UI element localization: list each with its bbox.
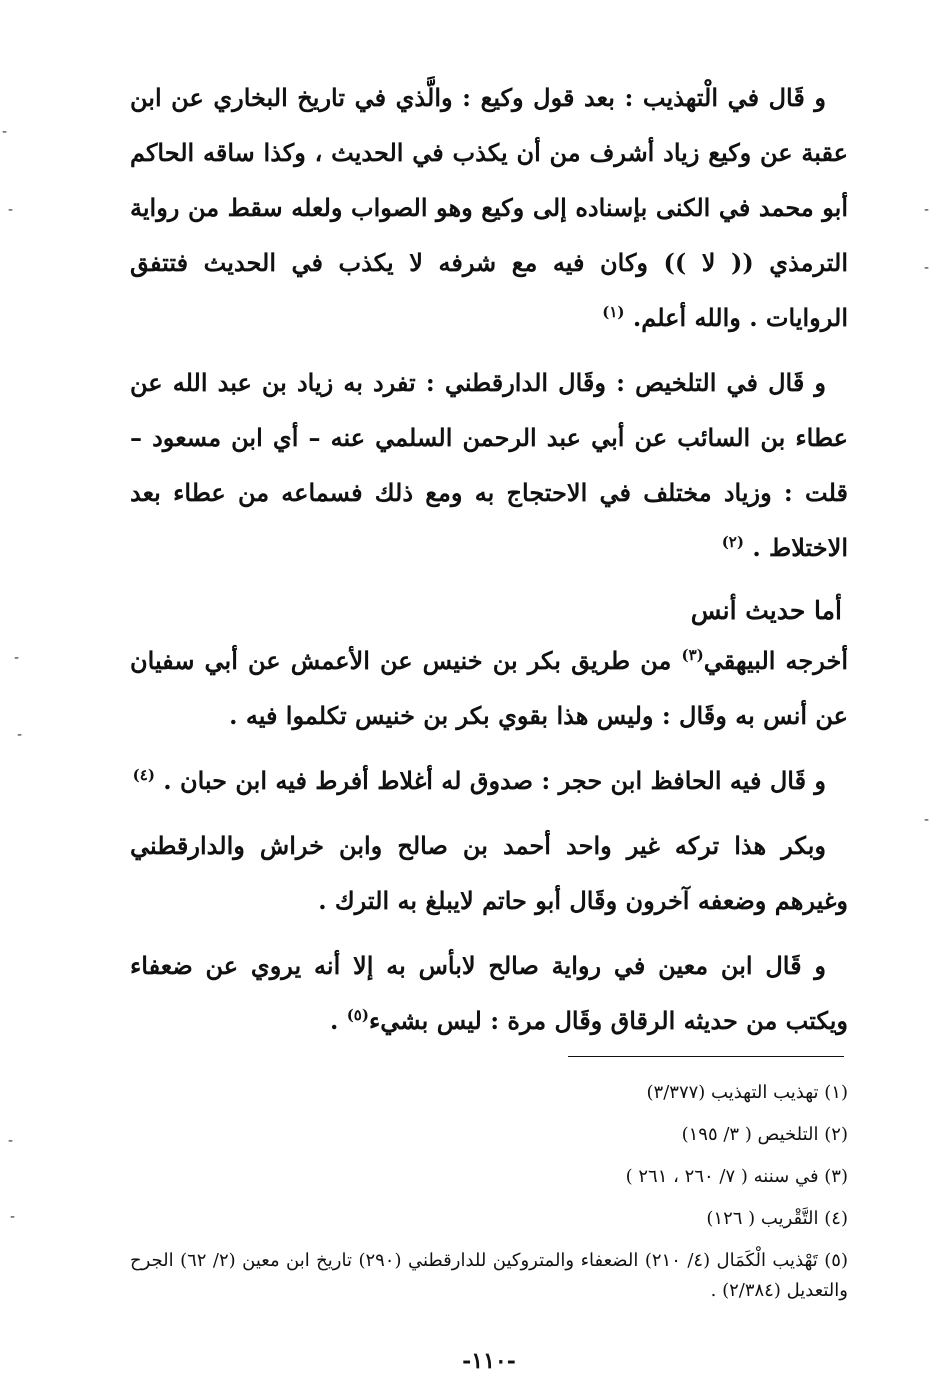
paragraph-text: . [329, 1006, 347, 1035]
scan-margin-mark: - [14, 650, 20, 666]
footnote-ref-1: (١) [602, 303, 625, 321]
section-heading-anas: أما حديث أنس [690, 596, 842, 625]
scan-margin-mark: - [924, 812, 930, 828]
scan-margin-mark: - [8, 1133, 14, 1149]
paragraph-tahdhib-quote [130, 70, 848, 345]
footnote-5: (٥) تَهْذيب الْكَمَال (٤/ ٢١٠) الضعفاء والمتروكين للدارقطني (٢٩٠) تاريخ ابن معين (٢/ ٦٢) الجرح والتعديل (٢/٣٨٤) . [130, 1250, 848, 1301]
footnote-1: (١) تهذيب التهذيب (٣/٣٧٧) [646, 1082, 848, 1103]
footnote-ref-2: (٢) [721, 533, 744, 551]
paragraph-talkhis-quote [130, 355, 848, 575]
page-number: -١١٠- [462, 1348, 516, 1374]
scan-margin-mark: - [2, 124, 8, 140]
paragraph-text: و قَال في التلخيص : وقَال الدارقطني : تفرد به زياد بن عبد الله عن عطاء بن السائب عن أبي عبد الرحمن السلمي عنه – أي ابن مسعود – قلت : وزياد مختلف في الاحتجاج به ومع ذلك فسماعه من عطاء بعد الاختلاط . [130, 368, 848, 562]
scan-margin-mark: - [924, 202, 930, 218]
paragraph-ibn-hajar [130, 753, 848, 808]
paragraph-text: أخرجه البيهقي [703, 646, 849, 675]
paragraph-text: من طريق بكر بن خنيس عن الأعمش عن أبي سفيان عن أنس به وقَال : وليس هذا بقوي بكر بن خنيس تكلموا فيه . [130, 646, 848, 730]
paragraph-text: وبكر هذا تركه غير واحد أحمد بن صالح وابن خراش والدارقطني وغيرهم وضعفه آخرون وقَال أبو حاتم لايبلغ به الترك . [130, 831, 848, 915]
paragraph-text: و قَال فيه الحافظ ابن حجر : صدوق له أغلاط أفرط فيه ابن حبان . [163, 766, 826, 795]
footnote-4: (٤) التَّقْريب ( ١٢٦) [706, 1208, 848, 1229]
scan-margin-mark: - [8, 202, 14, 218]
footnote-3: (٣) في سننه ( ٧/ ٢٦٠ ، ٢٦١ ) [625, 1166, 848, 1187]
paragraph-text: و قَال ابن معين في رواية صالح لابأس به إلا أنه يروي عن ضعفاء ويكتب من حديثه الرقاق وقَال مرة : ليس بشيء [130, 951, 848, 1035]
scan-margin-mark: - [924, 260, 930, 276]
book-page [130, 70, 849, 1374]
footnote-2: (٢) التلخيص ( ٣/ ١٩٥) [681, 1124, 848, 1145]
footnote-separator [568, 1056, 844, 1057]
scan-margin-mark: - [10, 1209, 16, 1225]
footnote-ref-4: (٤) [132, 766, 155, 784]
footnotes-list [130, 1072, 848, 1306]
paragraph-bakr-tark [130, 818, 848, 928]
footnote-ref-3: (٣) [681, 646, 704, 664]
paragraph-text: و قَال في الْتهذيب : بعد قول وكيع : والَّذي في تاريخ البخاري عن ابن عقبة عن وكيع زياد أشرف من أن يكذب في الحديث ، وكذا ساقه الحاكم أبو محمد في الكنى بإسناده إلى وكيع وهو الصواب ولعله سقط من رواية الترمذي (( لا )) وكان فيه مع شرفه لا يكذب في الحديث فتتفق الروايات . والله أعلم. [130, 83, 848, 332]
paragraph-bayhaqi-takhrij [130, 633, 848, 743]
paragraph-ibn-maeen [130, 938, 848, 1048]
footnote-ref-5: (٥) [346, 1006, 369, 1024]
scan-margin-mark: - [17, 727, 23, 743]
